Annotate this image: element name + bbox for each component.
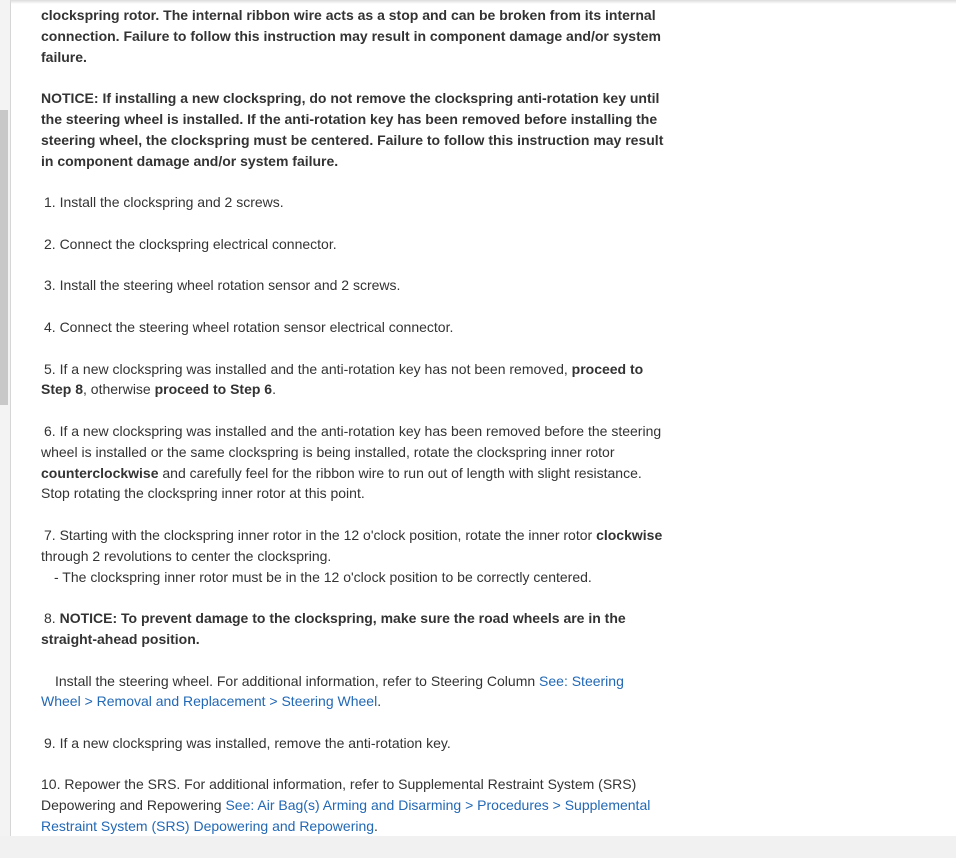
step-7-direction: clockwise — [596, 526, 663, 543]
step-8-number: 8. — [44, 610, 60, 627]
step-8-instruction — [41, 671, 666, 713]
step-5-end: . — [272, 381, 276, 398]
procedure-content — [41, 5, 666, 858]
step-5-goto-8: proceed to Step 8 — [41, 360, 644, 398]
step-7-subnote: - The clockspring inner rotor must be in the 12 o'clock position to be correctly centered. — [54, 568, 592, 585]
step-2: 2. Connect the clockspring electrical connector. — [44, 235, 337, 252]
step-4: 4. Connect the steering wheel rotation sensor electrical connector. — [44, 318, 454, 335]
notice-continued: clockspring rotor. The internal ribbon wire acts as a stop and can be broken from its internal connection. Failure to follow this instruction may result in component damage and/or system failure. — [41, 7, 661, 65]
step-7-rest: through 2 revolutions to center the clockspring. — [41, 547, 332, 564]
step-3: 3. Install the steering wheel rotation sensor and 2 screws. — [44, 277, 401, 294]
step-7 — [41, 525, 666, 587]
step-5-goto-6: proceed to Step 6 — [154, 381, 273, 398]
step-6-rest: and carefully feel for the ribbon wire to run out of length with slight resistance. Stop rotating the clockspring inner rotor at this point. — [41, 464, 642, 502]
step-10-text: 10. Repower the SRS. For additional information, refer to Supplemental Restraint System (SRS) Depowering and Repowering — [41, 776, 637, 814]
step-5-otherwise: , otherwise — [83, 381, 155, 398]
notice-anti-rotation-key: NOTICE: If installing a new clockspring, do not remove the clockspring anti-rotation key until the steering wheel is installed. If the anti-rotation key has been removed before installing the steering wheel, the clockspring must be centered. Failure to follow this instruction may result in component damage and/or system failure. — [41, 90, 664, 169]
left-scrollbar[interactable] — [0, 0, 11, 836]
step-6-direction: counterclockwise — [41, 464, 159, 481]
step-8-end: . — [377, 693, 382, 710]
step-8-text: Install the steering wheel. For additional information, refer to Steering Column — [55, 672, 540, 689]
step-6 — [41, 421, 666, 504]
step-5 — [41, 359, 666, 401]
step-8-notice — [41, 608, 666, 650]
steering-wheel-link[interactable]: See: Steering Wheel > Removal and Replacement > Steering Wheel — [41, 672, 624, 710]
step-9: 9. If a new clockspring was installed, remove the anti-rotation key. — [44, 734, 451, 751]
srs-depowering-link[interactable]: See: Air Bag(s) Arming and Disarming > Procedures > Supplemental Restraint System (SRS) Depowering and Repowering — [41, 797, 651, 835]
step-7-text: 7. Starting with the clockspring inner rotor in the 12 o'clock position, rotate the inner rotor — [44, 526, 597, 543]
step-10 — [41, 774, 666, 836]
step-1: 1. Install the clockspring and 2 screws. — [44, 194, 284, 211]
step-10-end: . — [374, 818, 378, 835]
step-8-notice-text: NOTICE: To prevent damage to the clockspring, make sure the road wheels are in the straight-ahead position. — [41, 610, 626, 647]
step-6-text: 6. If a new clockspring was installed and the anti-rotation key has been removed before the steering wheel is installed or the same clockspring is being installed, rotate the clockspring inner rotor — [41, 422, 662, 460]
scrollbar-thumb[interactable] — [0, 110, 8, 405]
step-5-text: 5. If a new clockspring was installed and the anti-rotation key has not been removed, — [44, 360, 572, 377]
top-shadow — [10, 0, 956, 4]
